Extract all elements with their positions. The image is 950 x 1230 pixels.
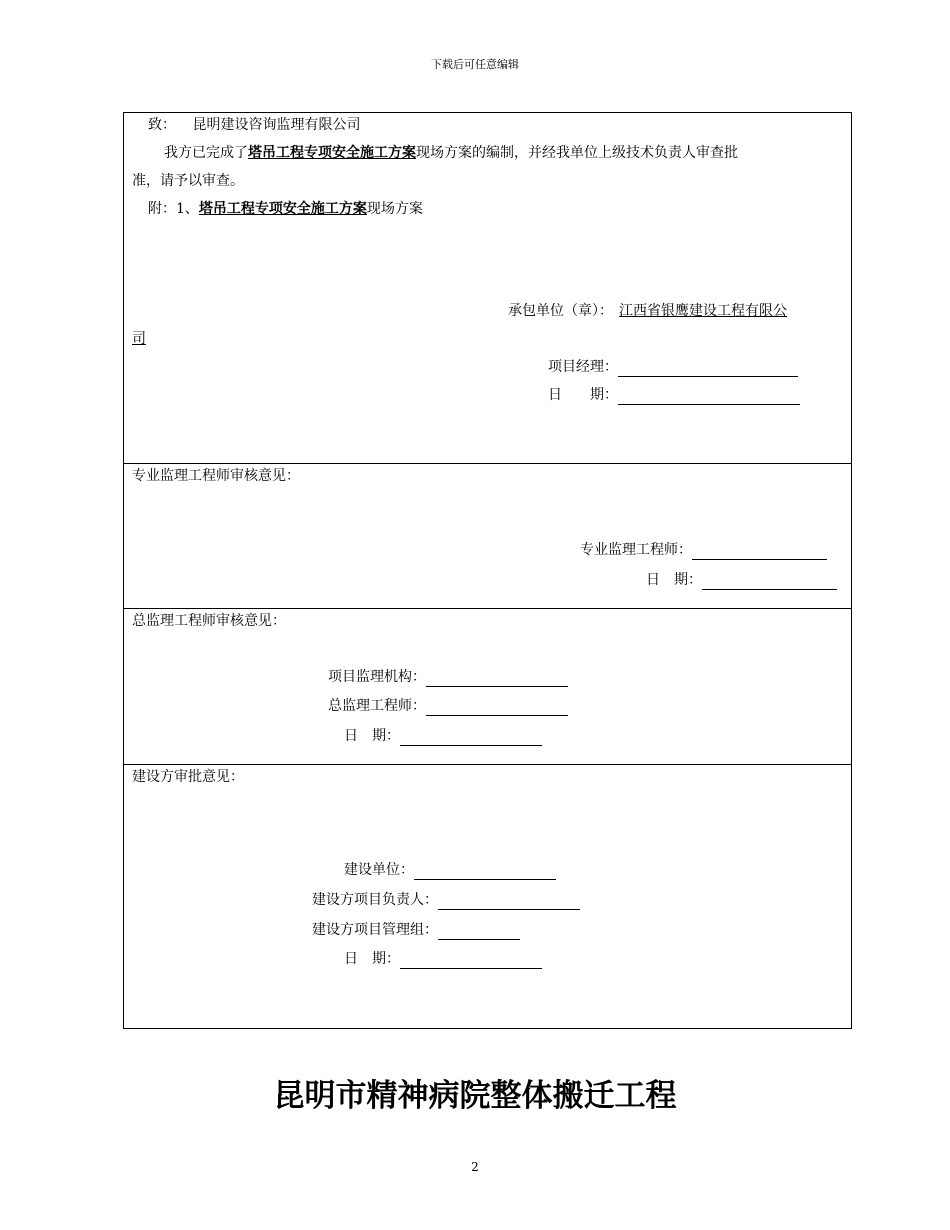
contractor-label: 承包单位（章）：	[508, 303, 613, 319]
group-field[interactable]	[438, 924, 520, 940]
body-post: 现场方案的编制，并经我单位上级技术负责人审查批	[416, 145, 738, 161]
submission-section	[123, 112, 852, 464]
chief-signature-field[interactable]	[426, 700, 568, 716]
to-org: 昆明建设咨询监理有限公司	[192, 117, 361, 133]
org-line	[328, 667, 568, 687]
engineer-signature-field[interactable]	[692, 544, 827, 560]
date-field[interactable]	[702, 574, 837, 590]
to-label: 致：	[148, 117, 176, 133]
owner-approval-section	[123, 764, 852, 1029]
unit-line	[344, 860, 556, 880]
lead-line	[312, 890, 580, 910]
chief-line	[328, 696, 568, 716]
date-label: 日 期：	[344, 728, 400, 744]
section-heading: 总监理工程师审核意见：	[132, 613, 286, 629]
date-label: 日 期：	[344, 951, 400, 967]
contractor-line	[508, 301, 787, 321]
chief-review-section	[123, 608, 852, 765]
unit-field[interactable]	[414, 864, 556, 880]
date-field[interactable]	[400, 953, 542, 969]
attach-label: 附：1、	[148, 201, 199, 217]
attach-suffix: 现场方案	[366, 201, 423, 217]
group-label: 建设方项目管理组：	[312, 922, 438, 938]
engineer-line	[580, 540, 827, 560]
date-label: 日 期：	[646, 572, 702, 588]
date-label: 日 期：	[548, 387, 618, 403]
date-line	[344, 949, 542, 969]
org-field[interactable]	[426, 671, 568, 687]
section-heading: 建设方审批意见：	[132, 769, 244, 785]
date-line	[344, 726, 542, 746]
pm-label: 项目经理：	[548, 359, 618, 375]
body-line-2: 准，请予以审查。	[132, 173, 244, 189]
page-number: 2	[471, 1160, 479, 1174]
section-heading: 专业监理工程师审核意见：	[132, 468, 300, 484]
addressee-line	[148, 115, 360, 135]
engineer-label: 专业监理工程师：	[580, 542, 692, 558]
plan-name: 塔吊工程专项安全施工方案	[248, 145, 416, 161]
lead-label: 建设方项目负责人：	[312, 892, 438, 908]
body-line-1	[164, 143, 738, 163]
pm-signature-field[interactable]	[618, 361, 798, 377]
chief-label: 总监理工程师：	[328, 698, 426, 714]
unit-label: 建设单位：	[344, 862, 414, 878]
project-manager-line	[548, 357, 798, 377]
lead-signature-field[interactable]	[438, 894, 580, 910]
contractor-name: 江西省银鹰建设工程有限公	[619, 303, 787, 319]
group-line	[312, 920, 520, 940]
date-line	[646, 570, 837, 590]
header-note: 下载后可任意编辑	[431, 58, 519, 71]
supervisor-review-section	[123, 463, 852, 609]
attach-plan: 塔吊工程专项安全施工方案	[198, 201, 367, 217]
project-title: 昆明市精神病院整体搬迁工程	[273, 1078, 677, 1114]
attachment-line	[148, 199, 423, 219]
date-line	[548, 385, 800, 405]
date-field[interactable]	[400, 730, 542, 746]
body-pre: 我方已完成了	[164, 145, 248, 161]
date-field[interactable]	[618, 389, 800, 405]
org-label: 项目监理机构：	[328, 669, 426, 685]
contractor-name-cont: 司	[132, 331, 146, 347]
